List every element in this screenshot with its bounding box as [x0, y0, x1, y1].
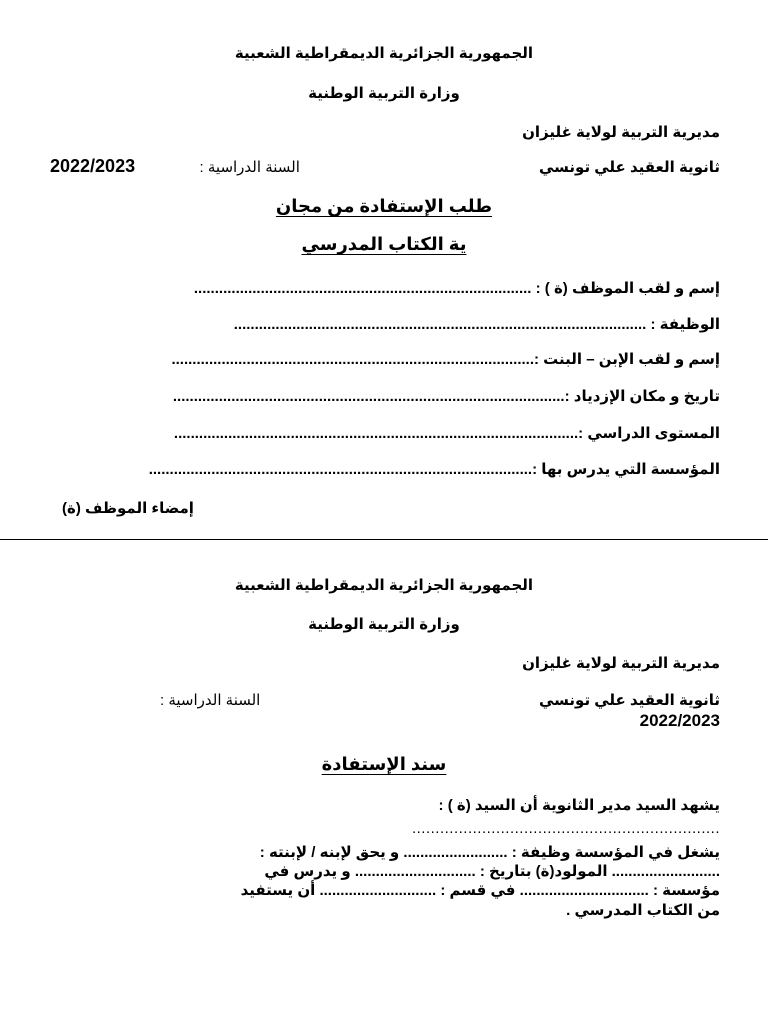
school-label: ثانوية العقيد علي تونسي: [538, 159, 720, 176]
republic-header-2: الجمهورية الجزائرية الديمقراطية الشعبية: [234, 577, 534, 594]
field-institution: المؤسسة التي يدرس بها :............................................................................................: [148, 461, 720, 478]
certificate-line-4: من الكتاب المدرسي .: [566, 902, 720, 919]
school-label-2: ثانوية العقيد علي تونسي: [538, 692, 720, 709]
school-year-value-2: 2022/2023: [639, 711, 720, 730]
school-year-value: 2022/2023: [50, 156, 136, 176]
directorate-label: مديرية التربية لولاية غليزان: [522, 124, 720, 141]
certificate-line-2: .......................... المولود(ة) بتاريخ : ............................. و يدرس في: [264, 863, 720, 880]
field-employee-name: إسم و لقب الموظف (ة ) : .................................................................................: [193, 280, 720, 297]
school-year-label-2: السنة الدراسية :: [160, 692, 261, 709]
directorate-label-2: مديرية التربية لولاية غليزان: [522, 655, 720, 672]
employee-signature: إمضاء الموظف (ة): [62, 500, 194, 517]
witness-name-dots: ..................................................................: [411, 820, 720, 837]
republic-header: الجمهورية الجزائرية الديمقراطية الشعبية: [234, 45, 534, 62]
school-year: [50, 156, 300, 177]
school-year-label: السنة الدراسية :: [199, 159, 300, 176]
form-title-line2: ية الكتاب المدرسي: [301, 234, 467, 254]
field-job: الوظيفة : ...................................................................................................: [233, 316, 720, 333]
certificate-line-3: مؤسسة : ............................... في قسم : ............................ أن يستفيد: [240, 882, 720, 899]
ministry-header: وزارة التربية الوطنية: [308, 85, 460, 102]
ministry-header-2: وزارة التربية الوطنية: [308, 616, 460, 633]
field-level: المستوى الدراسي :.................................................................................................: [173, 425, 720, 442]
certificate-title: سند الإستفادة: [321, 754, 447, 774]
certificate-line-1: يشغل في المؤسسة وظيفة : ......................... و يحق لإبنه / لإبنته :: [259, 844, 720, 861]
form-title-line1: طلب الإستفادة من مجان: [275, 196, 493, 216]
witness-statement: يشهد السيد مدير الثانوية أن السيد (ة ) :: [438, 797, 720, 814]
field-birth: تاريخ و مكان الإزدياد :..............................................................................................: [172, 388, 720, 405]
field-child-name: إسم و لقب الإبن – البنت :.......................................................................................: [171, 351, 720, 368]
section-divider: [0, 539, 768, 540]
